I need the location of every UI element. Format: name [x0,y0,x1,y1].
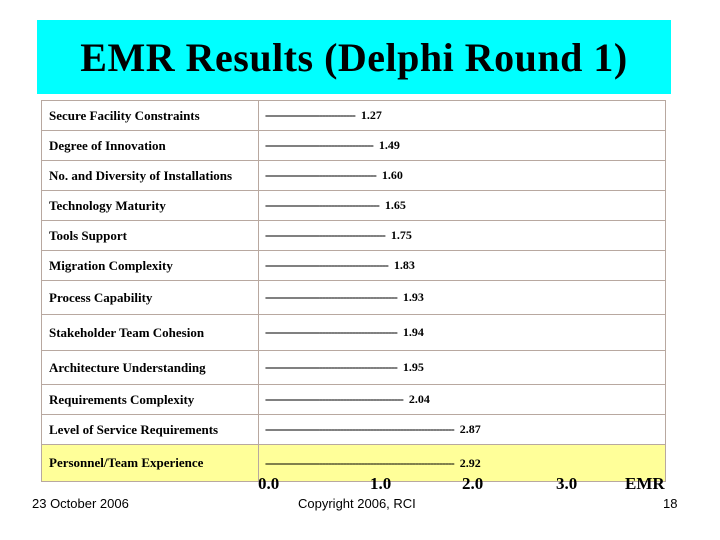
row-number: 2.04 [408,392,430,406]
row-label: No. and Diversity of Installations [42,161,259,190]
row-value [259,191,665,220]
row-bar: ------------------------------ [265,108,355,122]
row-label: Tools Support [42,221,259,250]
slide-title-banner [37,20,671,94]
row-label: Stakeholder Team Cohesion [42,315,259,350]
row-number: 1.27 [360,108,382,122]
row-number: 1.95 [402,360,424,374]
table-row [42,415,665,445]
row-number: 1.65 [384,198,406,212]
row-label: Level of Service Requirements [42,415,259,444]
row-label: Architecture Understanding [42,351,259,384]
slide-title: EMR Results (Delphi Round 1) [80,34,628,80]
row-label: Requirements Complexity [42,385,259,414]
row-number: 1.83 [393,258,415,272]
row-value [259,131,665,160]
row-value [259,415,665,444]
axis-tick-label: 1.0 [370,474,392,493]
table-row [42,221,665,251]
row-bar: --------------------------------------------------------------- [265,455,454,470]
table-row [42,385,665,415]
row-bar: -------------------------------------------- [265,325,397,339]
row-bar: -------------------------------------------- [265,290,397,304]
row-number: 1.93 [402,290,424,304]
row-bar: ---------------------------------------- [265,228,385,242]
table-row [42,351,665,385]
axis-tick-label: 3.0 [556,474,578,493]
row-bar: -------------------------------------------- [265,360,397,374]
table-row [42,161,665,191]
axis-tick-label: 0.0 [258,474,280,493]
axis-tick-label: 2.0 [462,474,484,493]
row-value [259,315,665,350]
row-number: 2.92 [459,455,481,470]
row-number: 2.87 [459,422,481,436]
row-bar: ---------------------------------------------- [265,392,403,406]
row-label: Personnel/Team Experience [42,445,259,481]
axis-title: EMR [625,474,665,493]
table-row [42,281,665,315]
footer-date: 23 October 2006 [32,496,129,511]
row-number: 1.94 [402,325,424,339]
footer-copyright: Copyright 2006, RCI [298,496,416,511]
table-row [42,251,665,281]
row-label: Degree of Innovation [42,131,259,160]
row-label: Process Capability [42,281,259,314]
row-number: 1.49 [378,138,400,152]
row-bar: ------------------------------------- [265,168,376,182]
row-bar: ----------------------------------------- [265,258,388,272]
row-bar: ------------------------------------ [265,138,373,152]
row-value [259,385,665,414]
table-row [42,101,665,131]
row-label: Technology Maturity [42,191,259,220]
row-bar: --------------------------------------------------------------- [265,422,454,436]
page-number: 18 [663,496,678,511]
row-value [259,161,665,190]
table-row [42,191,665,221]
row-value [259,101,665,130]
table-row [42,315,665,351]
row-value [259,251,665,280]
table-row [42,131,665,161]
row-value [259,281,665,314]
row-value [259,351,665,384]
results-table [41,100,666,482]
row-number: 1.75 [390,228,412,242]
row-bar: -------------------------------------- [265,198,379,212]
row-number: 1.60 [381,168,403,182]
row-label: Secure Facility Constraints [42,101,259,130]
row-value [259,221,665,250]
row-label: Migration Complexity [42,251,259,280]
